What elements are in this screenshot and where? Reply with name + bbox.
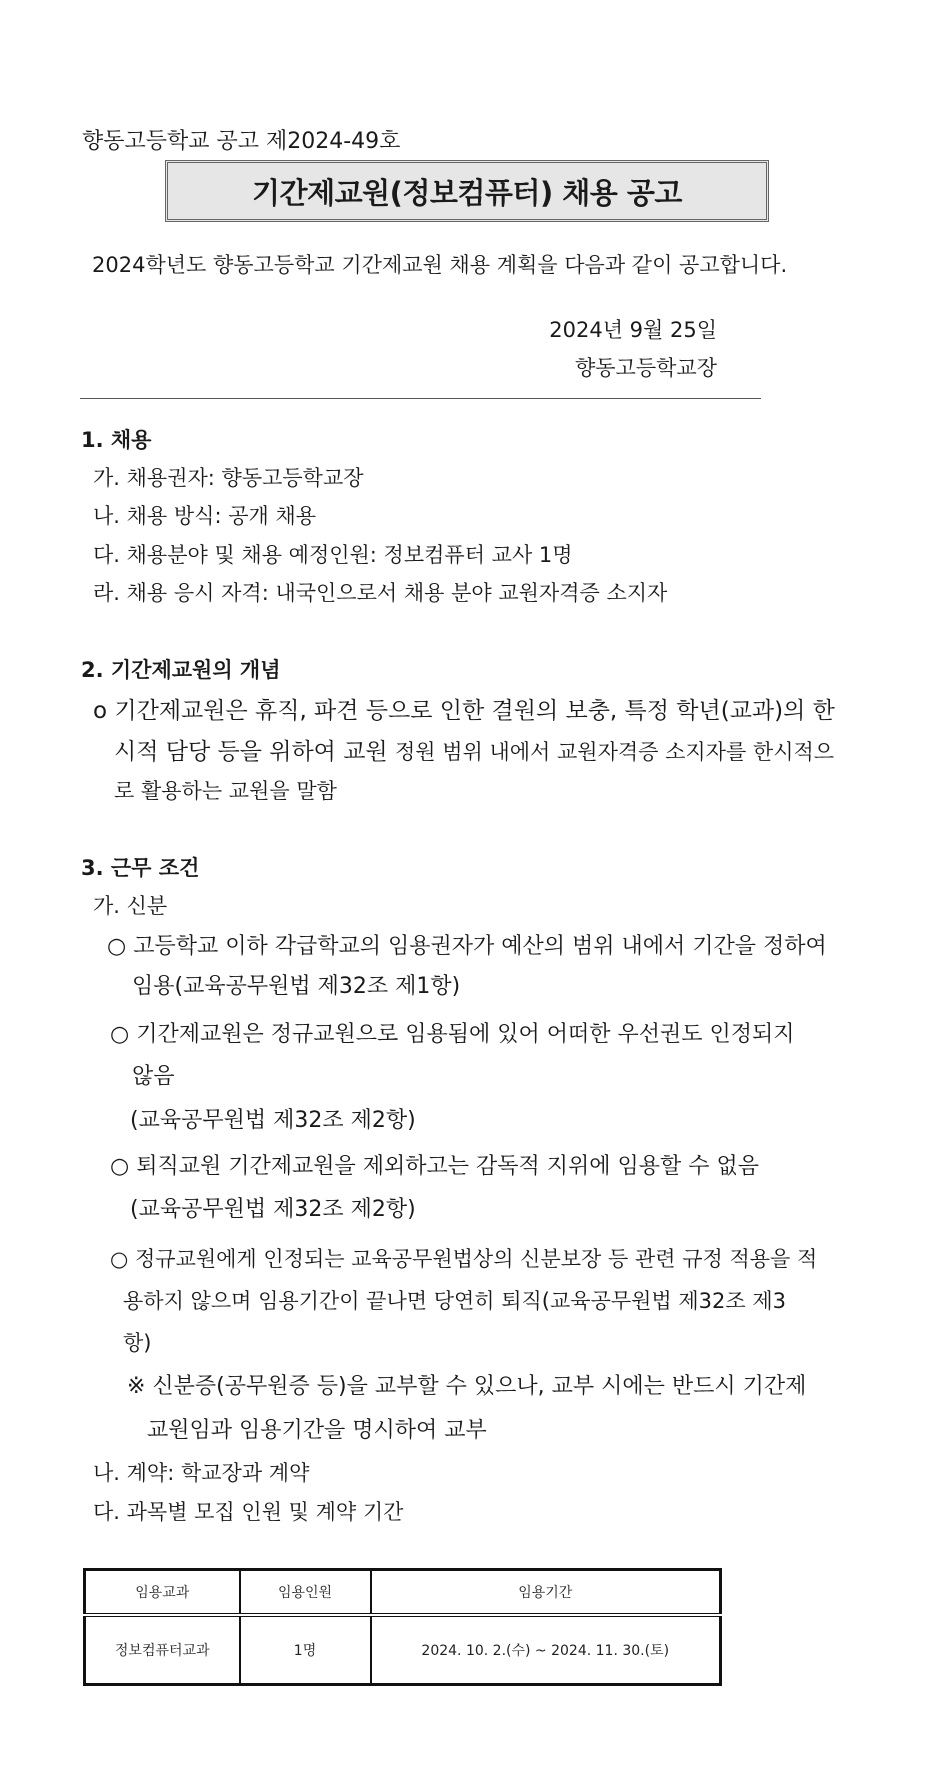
section3-sub-a: 가. 신분 [93, 894, 168, 918]
status-bullet-cont: 않음 [132, 1064, 175, 1089]
table-cell: 1명 [240, 1615, 371, 1685]
status-bullet-cont: 용하지 않으며 임용기간이 끝나면 당연히 퇴직(교육공무원법 제32조 제3 [123, 1289, 787, 1313]
section1-item: 나. 채용 방식: 공개 채용 [93, 504, 317, 528]
table-header-row [85, 1570, 721, 1616]
section3-sub-b: 나. 계약: 학교장과 계약 [93, 1461, 310, 1485]
note-cont: 교원임과 임용기간을 명시하여 교부 [147, 1418, 487, 1443]
status-bullet-cont: (교육공무원법 제32조 제2항) [130, 1108, 416, 1133]
section2-line-part: 정원 범위 내에서 교원자격증 소지자를 한시적으 [394, 740, 835, 764]
table-cell: 2024. 10. 2.(수) ~ 2024. 11. 30.(토) [371, 1615, 721, 1685]
signer: 향동고등학교장 [574, 356, 717, 380]
table-row [85, 1615, 721, 1685]
status-bullet: ○ 고등학교 이하 각급학교의 임용권자가 예산의 범위 내에서 기간을 정하여 [107, 934, 827, 959]
section1-item: 라. 채용 응시 자격: 내국인으로서 채용 분야 교원자격증 소지자 [93, 581, 668, 605]
section2-line-part: 시적 담당 등을 위하여 교원 [114, 739, 395, 765]
section3-sub-c: 다. 과목별 모집 인원 및 계약 기간 [93, 1500, 404, 1524]
table-header-cell: 임용기간 [371, 1570, 721, 1616]
status-bullet: ○ 기간제교원은 정규교원으로 임용됨에 있어 어떠한 우선권도 인정되지 [110, 1022, 795, 1047]
table-cell: 정보컴퓨터교과 [85, 1615, 240, 1685]
status-bullet-cont: (교육공무원법 제32조 제2항) [130, 1197, 416, 1222]
status-bullet-cont: 항) [123, 1331, 152, 1355]
table-header-cell: 임용교과 [85, 1570, 240, 1616]
note: ※ 신분증(공무원증 등)을 교부할 수 있으나, 교부 시에는 반드시 기간제 [127, 1374, 807, 1399]
intro-text: 2024학년도 향동고등학교 기간제교원 채용 계획을 다음과 같이 공고합니다. [92, 253, 788, 277]
section2-line [114, 733, 834, 766]
table-header-cell: 임용인원 [240, 1570, 371, 1616]
notice-number: 향동고등학교 공고 제2024-49호 [82, 129, 401, 154]
divider [80, 398, 761, 399]
section3-heading: 3. 근무 조건 [81, 856, 200, 880]
status-bullet-cont: 임용(교육공무원법 제32조 제1항) [132, 974, 461, 999]
section2-line: 로 활용하는 교원을 말함 [114, 779, 337, 803]
page-title: 기간제교원(정보컴퓨터) 채용 공고 [252, 175, 682, 210]
section1-item: 가. 채용권자: 향동고등학교장 [93, 466, 364, 490]
title-box [165, 160, 769, 222]
section2-heading: 2. 기간제교원의 개념 [81, 658, 281, 682]
section2-line: o 기간제교원은 휴직, 파견 등으로 인한 결원의 보충, 특정 학년(교과)의 한 [93, 698, 835, 724]
status-bullet: ○ 정규교원에게 인정되는 교육공무원법상의 신분보장 등 관련 규정 적용을 적 [110, 1247, 818, 1271]
recruitment-table [83, 1568, 722, 1686]
notice-date: 2024년 9월 25일 [549, 318, 717, 342]
status-bullet: ○ 퇴직교원 기간제교원을 제외하고는 감독적 지위에 임용할 수 없음 [110, 1154, 759, 1179]
section1-heading: 1. 채용 [81, 428, 152, 452]
section1-item: 다. 채용분야 및 채용 예정인원: 정보컴퓨터 교사 1명 [93, 543, 573, 567]
